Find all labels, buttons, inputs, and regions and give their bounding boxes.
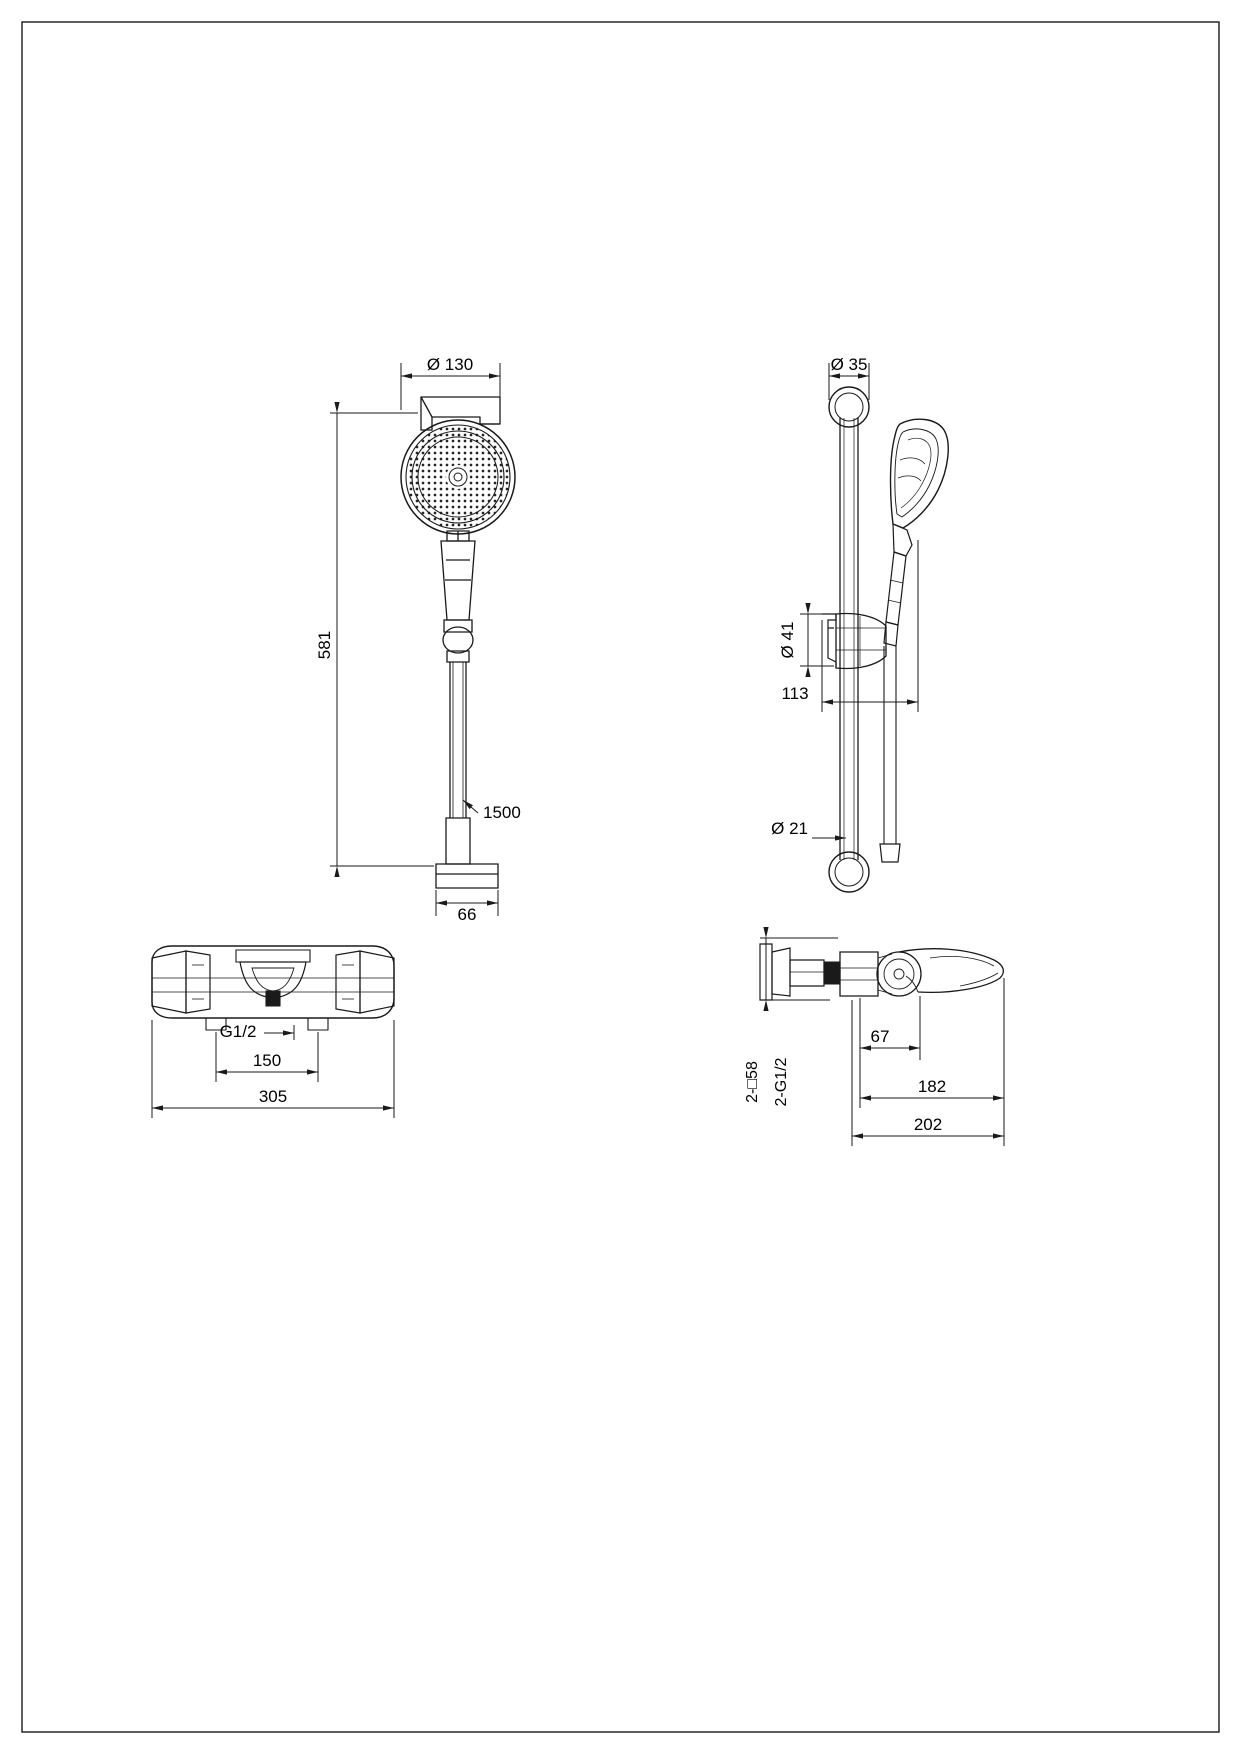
dim-label-inlet-thread: G1/2 [219,1022,257,1041]
dim-label-inlet-centers: 150 [252,1051,282,1070]
dim-label-spout-projection: 182 [917,1077,947,1096]
dim-inlet-offset [860,996,920,1060]
view-mixer-front [152,946,394,1030]
dim-label-holder-diameter: Ø 41 [778,621,797,659]
dim-label-head-diameter: Ø 130 [426,355,474,374]
dim-label-overall-projection: 202 [913,1115,943,1134]
dim-label-square-marker: 2-□58 [744,1061,761,1103]
dim-label-thread-marker: 2-G1/2 [773,1057,790,1107]
dim-label-base-width: 66 [457,905,477,924]
dim-inlet-thread [264,1025,294,1040]
view-rail-side [822,387,948,892]
dim-label-mixer-width: 305 [258,1087,288,1106]
dim-label-hose-length: 1500 [483,803,521,822]
dim-label-inlet-offset: 67 [870,1027,890,1046]
view-mixer-side [760,944,1003,1000]
dim-label-rail-top-diameter: Ø 35 [830,355,868,374]
dim-label-rail-tube-diameter: Ø 21 [771,819,808,838]
dim-label-overall-length: 581 [315,630,334,660]
sheet-border [22,22,1219,1732]
dim-hose-length [463,800,478,813]
dim-label-holder-projection: 113 [781,684,809,703]
